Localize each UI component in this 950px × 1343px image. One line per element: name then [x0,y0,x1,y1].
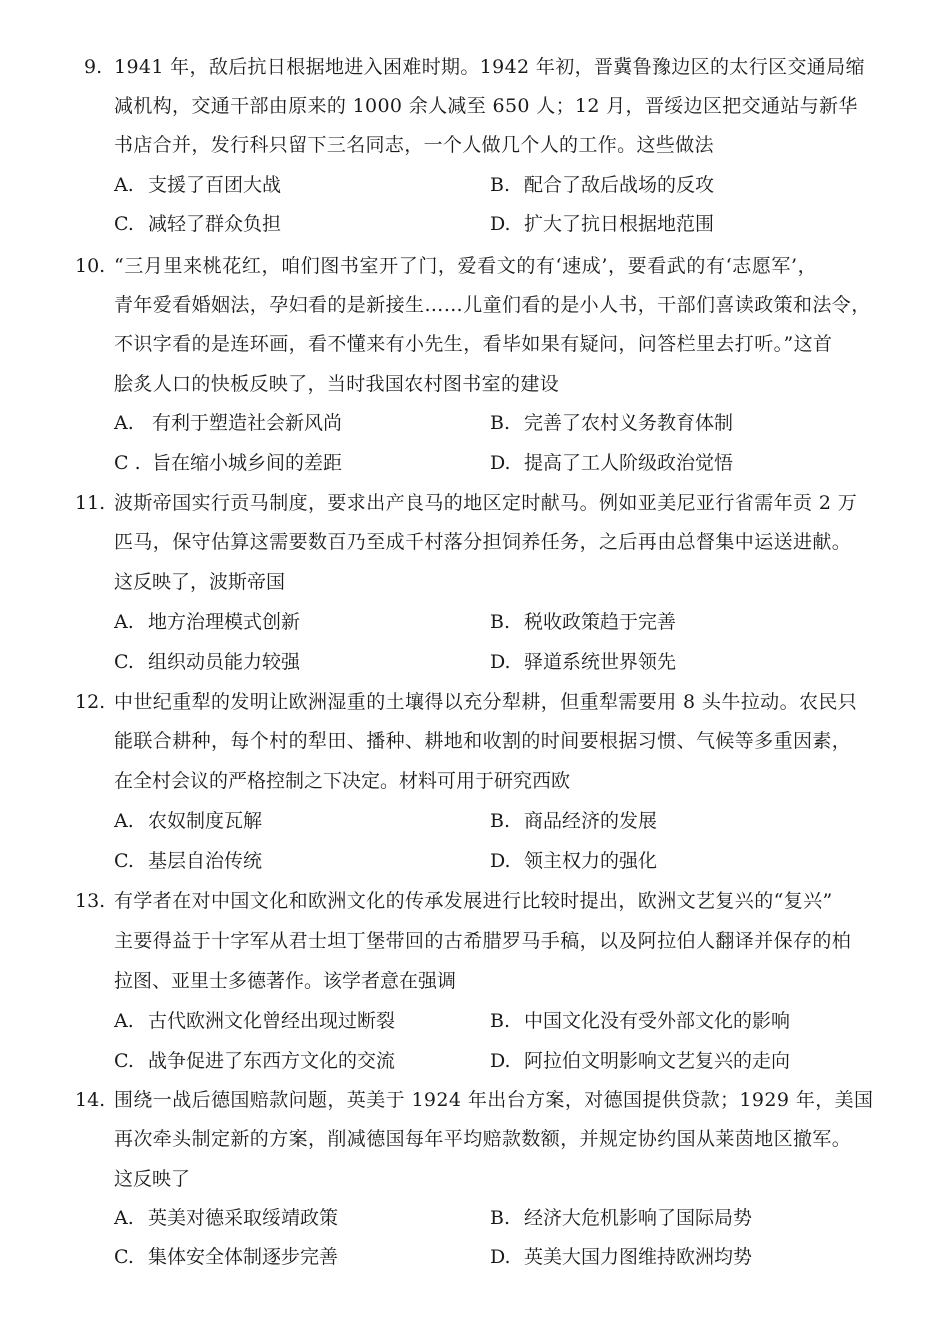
stem-line: 再次牵头制定新的方案，削减德国每年平均赔款数额，并规定协约国从莱茵地区撤军。 [114,1128,852,1150]
option-b: B. 配合了敌后战场的反攻 [490,174,715,196]
option-a: A. 农奴制度瓦解 [114,810,263,832]
question-number: 9. [84,56,103,78]
option-b: B. 经济大危机影响了国际局势 [490,1207,753,1229]
stem-line: 匹马，保守估算这需要数百乃至成千村落分担饲养任务，之后再由总督集中运送进献。 [114,531,852,553]
option-d: D. 领主权力的强化 [490,850,658,872]
option-c: C . 旨在缩小城乡间的差距 [114,452,343,474]
option-a: A. 有利于塑造社会新风尚 [114,412,343,434]
option-a: A. 支援了百团大战 [114,174,282,196]
option-a: A. 英美对德采取绥靖政策 [114,1207,339,1229]
option-a: A. 古代欧洲文化曾经出现过断裂 [114,1010,396,1032]
stem-line: 波斯帝国实行贡马制度，要求出产良马的地区定时献马。例如亚美尼亚行省需年贡 2 万 [114,492,858,514]
stem-line: 能联合耕种，每个村的犁田、播种、耕地和收割的时间要根据习惯、气候等多重因素， [114,730,852,752]
question-number: 11. [75,492,106,514]
question-number: 13. [75,890,106,912]
stem-line: 拉图、亚里士多德著作。该学者意在强调 [114,970,457,992]
stem-line: 1941 年，敌后抗日根据地进入困难时期。1942 年初，晋冀鲁豫边区的太行区交通局缩 [114,56,865,78]
option-b: B. 商品经济的发展 [490,810,658,832]
option-c: C. 基层自治传统 [114,850,263,872]
option-b: B. 税收政策趋于完善 [490,611,677,633]
option-c: C. 组织动员能力较强 [114,651,301,673]
stem-line: 主要得益于十字军从君士坦丁堡带回的古希腊罗马手稿，以及阿拉伯人翻译并保存的柏 [114,930,852,952]
option-d: D. 提高了工人阶级政治觉悟 [490,452,734,474]
question-number: 10. [75,255,106,277]
question-number: 12. [75,691,106,713]
stem-line: 书店合并，发行科只留下三名同志，一个人做几个人的工作。这些做法 [114,134,714,156]
stem-line: 中世纪重犁的发明让欧洲湿重的土壤得以充分犁耕，但重犁需要用 8 头牛拉动。农民只 [114,691,858,713]
stem-line: 在全村会议的严格控制之下决定。材料可用于研究西欧 [114,770,571,792]
stem-line: 围绕一战后德国赔款问题，英美于 1924 年出台方案，对德国提供贷款；1929 年，美国 [114,1089,874,1111]
question-number: 14. [75,1089,106,1111]
stem-line: 减机构，交通干部由原来的 1000 余人减至 650 人；12 月，晋绥边区把交通站与新华 [114,95,858,117]
stem-line: “三月里来桃花红，咱们图书室开了门，爱看文的有‘速成’，要看武的有‘志愿军’， [114,255,818,277]
option-a: A. 地方治理模式创新 [114,611,301,633]
option-c: C. 战争促进了东西方文化的交流 [114,1050,396,1072]
stem-line: 这反映了，波斯帝国 [114,571,286,593]
option-d: D. 扩大了抗日根据地范围 [490,213,715,235]
option-b: B. 中国文化没有受外部文化的影响 [490,1010,791,1032]
stem-line: 青年爱看婚姻法，孕妇看的是新接生……儿童们看的是小人书，干部们喜读政策和法令， [114,294,871,316]
stem-line: 有学者在对中国文化和欧洲文化的传承发展进行比较时提出，欧洲文艺复兴的“复兴” [114,890,833,912]
option-d: D. 驿道系统世界领先 [490,651,677,673]
option-d: D. 阿拉伯文明影响文艺复兴的走向 [490,1050,791,1072]
option-b: B. 完善了农村义务教育体制 [490,412,734,434]
option-d: D. 英美大国力图维持欧洲均势 [490,1246,753,1268]
stem-line: 不识字看的是连环画，看不懂来有小先生，看毕如果有疑问，问答栏里去打听。”这首 [114,333,833,355]
option-c: C. 减轻了群众负担 [114,213,282,235]
stem-line: 脍炙人口的快板反映了，当时我国农村图书室的建设 [114,373,560,395]
option-c: C. 集体安全体制逐步完善 [114,1246,339,1268]
stem-line: 这反映了 [114,1168,191,1190]
